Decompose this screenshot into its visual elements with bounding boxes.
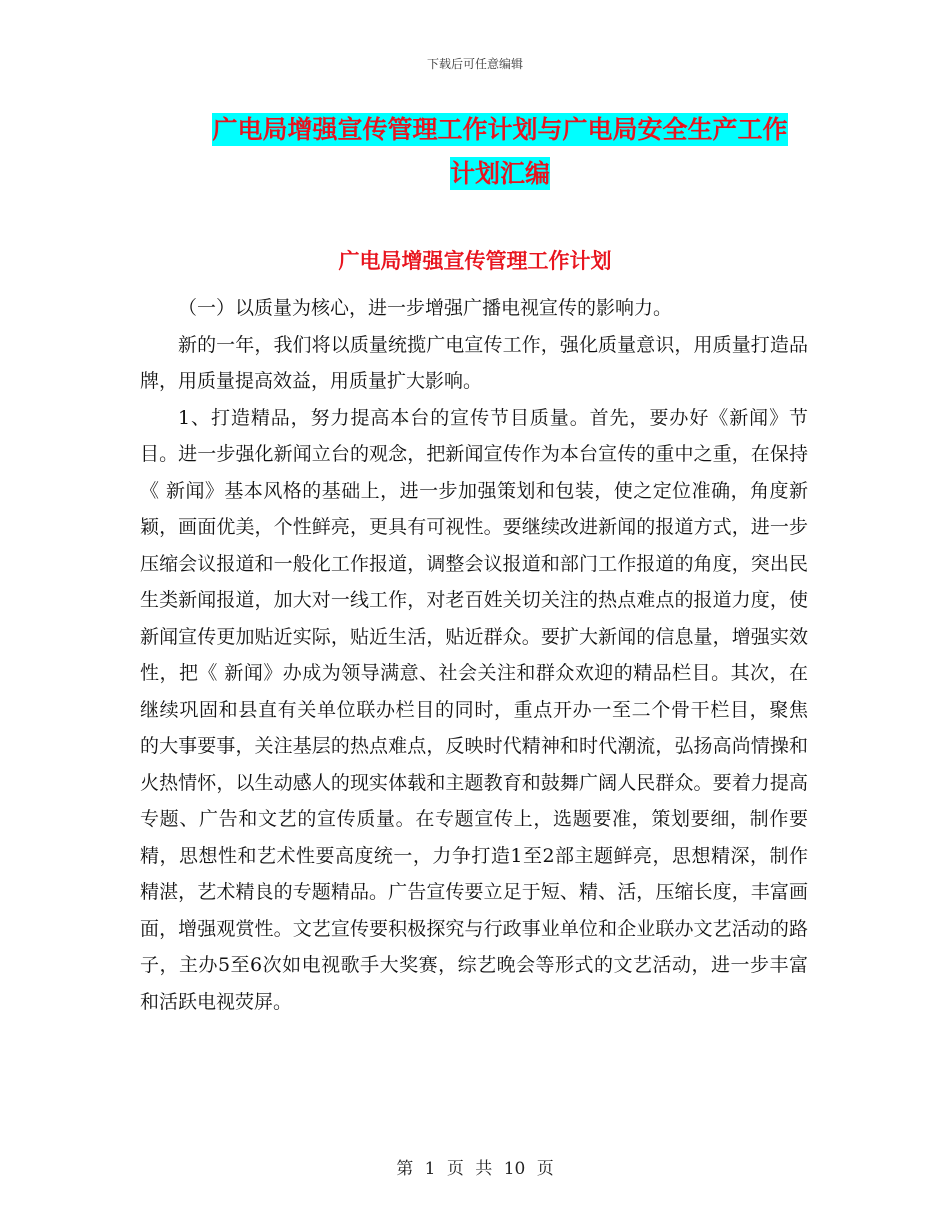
page-footer: 第 1 页 共 10 页	[396, 1159, 554, 1179]
body-text	[140, 290, 808, 1020]
document-title-line1: 广电局增强宣传管理工作计划与广电局安全生产工作	[212, 115, 788, 144]
document-title-line2: 计划汇编	[449, 159, 550, 188]
paragraph-3: 1、打造精品，努力提高本台的宣传节目质量。首先，要办好《新闻》节目。进一步强化新闻立台的观念，把新闻宣传作为本台宣传的重中之重，在保持《 新闻》基本风格的基础上，进一步加强策划和包装，使之定位准确，角度新颖，画面优美，个性鲜亮，更具有可视性。要继续改进新闻的报道方式，进一步压缩会议报道和一般化工作报道，调整会议报道和部门工作报道的角度，突出民生类新闻报道，加大对一线工作，对老百姓关切关注的热点难点的报道力度，使新闻宣传更加贴近实际，贴近生活，贴近群众。要扩大新闻的信息量，增强实效性，把《 新闻》办成为领导满意、社会关注和群众欢迎的精品栏目。其次，在继续巩固和县直有关单位联办栏目的同时，重点开办一至二个骨干栏目，聚焦 的大事要事，关注基层的热点难点，反映时代精神和时代潮流，弘扬高尚情操和火热情怀，以生动感人的现实体载和主题教育和鼓舞广阔人民群众。要着力提高专题、广告和文艺的宣传质量。在专题宣传上，选题要准，策划要细，制作要精，思想性和艺术性要高度统一，力争打造1至2部主题鲜亮，思想精深，制作精湛，艺术精良的专题精品。广告宣传要立足于短、精、活，压缩长度，丰富画面，增强观赏性。文艺宣传要积极探究与行政事业单位和企业联办文艺活动的路子，主办5至6次如电视歌手大奖赛，综艺晚会等形式的文艺活动，进一步丰富和活跃电视荧屏。	[140, 406, 808, 1013]
paragraph-1: （一）以质量为核心，进一步增强广播电视宣传的影响力。	[178, 297, 673, 319]
section-title: 广电局增强宣传管理工作计划	[338, 248, 612, 273]
document-title	[150, 108, 850, 196]
header-note: 下载后可任意编辑	[426, 57, 523, 71]
paragraph-2: 新的一年，我们将以质量统揽广电宣传工作，强化质量意识，用质量打造品牌，用质量提高效益，用质量扩大影响。	[140, 333, 808, 392]
